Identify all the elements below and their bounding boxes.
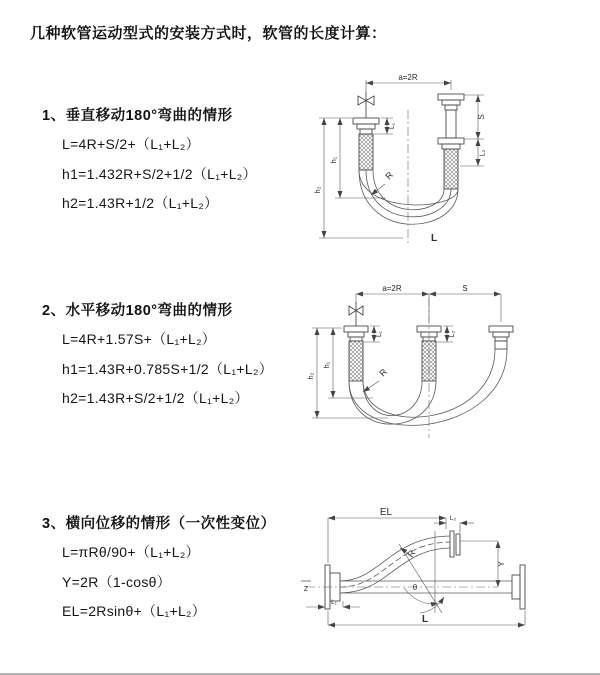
formula-l: L=πRθ/90+（L₁+L₂） [62, 544, 200, 560]
diagram-vertical-180-bend [308, 68, 592, 260]
s-curve-hose-displaced-position [340, 536, 450, 593]
formula-l: L=4R+S/2+（L₁+L₂） [62, 136, 200, 152]
formula-h2: h2=1.43R+1/2（L₁+L₂） [62, 195, 219, 211]
diagram-3-svg [298, 503, 596, 651]
dim-l2-label: L₂ [479, 149, 487, 157]
dim-h2-label: h₂ [313, 186, 322, 194]
left-fitting [344, 326, 368, 381]
dim-theta-label: θ [412, 583, 418, 592]
hose-u-curves [359, 170, 458, 224]
diagram-1-svg [308, 68, 592, 260]
dim-a2r-label: a=2R [398, 73, 418, 82]
dim-l2-label: L₂ [449, 515, 457, 522]
section-2 [42, 299, 273, 418]
dim-l1-label: L₁ [331, 599, 337, 606]
right-fitting [438, 94, 464, 189]
diagram-lateral-displacement [298, 503, 596, 651]
dim-l-label: L [431, 233, 438, 244]
section-3-heading: 3、横向位移的情形（一次性变位） [42, 516, 276, 532]
dim-r-label: R [405, 548, 418, 560]
dim-h2-label: h₂ [306, 372, 315, 380]
dim-el-label: EL [379, 507, 393, 518]
section-1 [42, 104, 257, 223]
dim-lines [313, 73, 487, 238]
dim-y-label: Y [497, 561, 506, 567]
right-fitting [489, 326, 513, 349]
section-2-heading: 2、水平移动180°弯曲的情形 [42, 303, 233, 319]
dim-lines [303, 507, 525, 625]
right-flange [512, 565, 525, 609]
diagram-horizontal-180-bend [303, 278, 565, 466]
diagram-2-svg [303, 278, 565, 466]
dim-l1-label: L₁ [389, 122, 396, 130]
dim-a2r-label: a=2R [382, 284, 402, 293]
z-mark-label: Z [303, 586, 309, 593]
valve-symbol [349, 302, 363, 326]
dim-l2-label: L₂ [449, 330, 456, 338]
valve-symbol [358, 92, 374, 118]
dim-l-label: L [422, 614, 429, 625]
formula-l: L=4R+1.57S+（L₁+L₂） [62, 331, 217, 347]
formula-h1: h1=1.43R+0.785S+1/2（L₁+L₂） [62, 360, 273, 377]
upper-flange-displaced [450, 531, 460, 557]
braided-hose-section [444, 149, 458, 189]
radius-callout [363, 366, 389, 392]
dim-r-label: R [383, 169, 396, 182]
page-title: 几种软管运动型式的安装方式时，软管的长度计算： [30, 25, 387, 42]
dim-l1-label: L₁ [376, 330, 383, 338]
dim-r-label: R [377, 366, 390, 379]
dim-h1-label: h₁ [329, 156, 338, 164]
formula-h2: h2=1.43R+S/2+1/2（L₁+L₂） [62, 390, 249, 406]
section-1-heading: 1、垂直移动180°弯曲的情形 [42, 108, 233, 124]
formula-el: EL=2Rsinθ+（L₁+L₂） [62, 603, 207, 619]
dim-h1-label: h₁ [322, 361, 331, 369]
section-3 [42, 512, 276, 631]
braided-hose-section [349, 341, 363, 381]
formula-y: Y=2R（1-cosθ） [62, 573, 172, 590]
left-fitting [353, 118, 379, 170]
formula-h1: h1=1.432R+S/2+1/2（L₁+L₂） [62, 165, 257, 182]
dim-s-label: S [477, 114, 486, 120]
dim-s-label: S [462, 284, 468, 293]
braided-hose-section [359, 134, 373, 170]
